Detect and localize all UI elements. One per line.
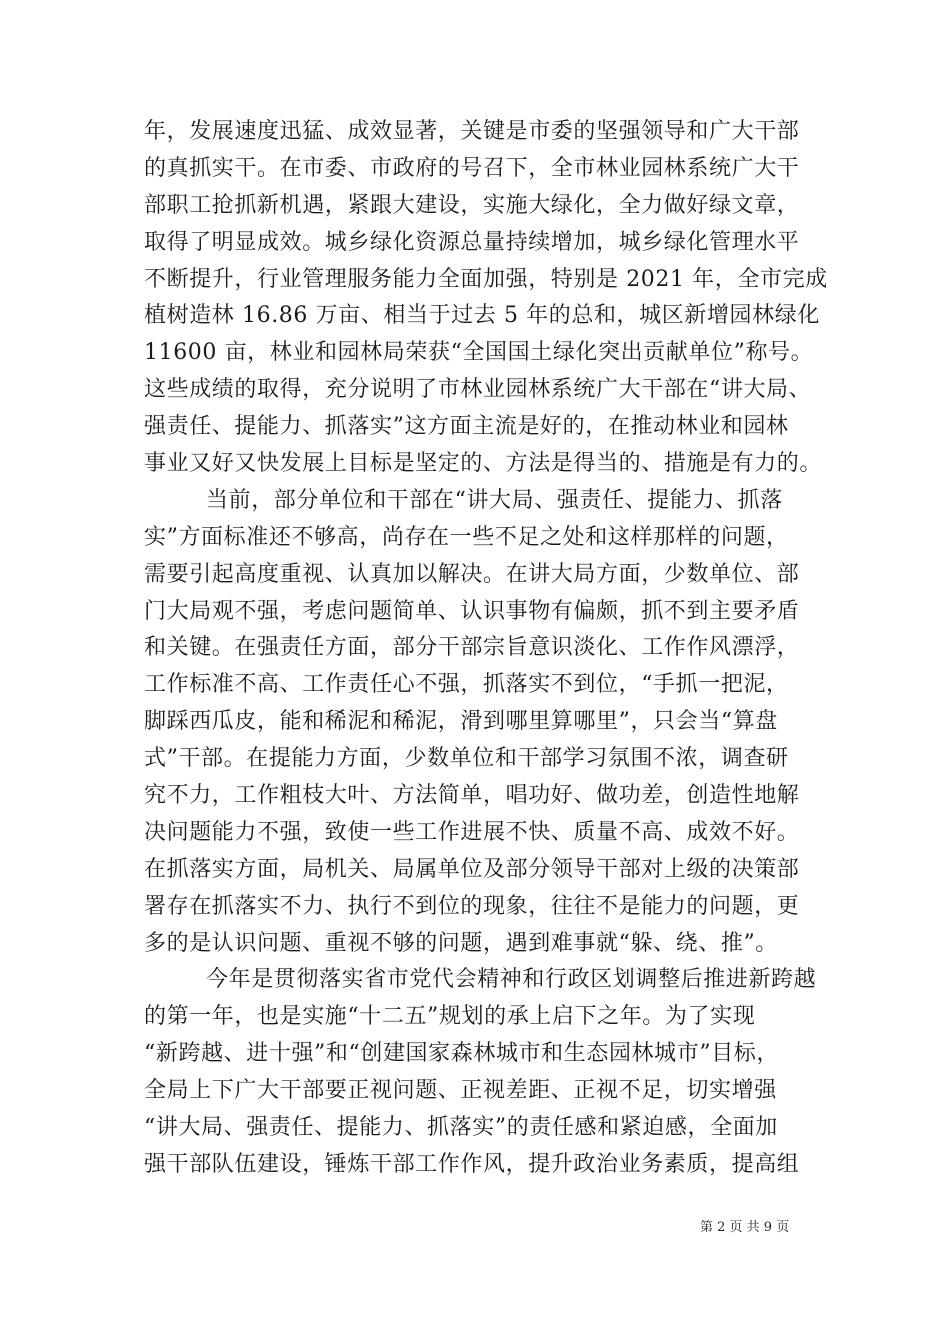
text-line: 的真抓实干。在市委、市政府的号召下，全市林业园林系统广大干 — [144, 155, 800, 181]
text-line: 年，发展速度迅猛、成效显著，关键是市委的坚强领导和广大干部 — [144, 119, 800, 144]
text-line: 需要引起高度重视、认真加以解决。在讲大局方面，少数单位、部 — [144, 561, 800, 587]
text-line: 全局上下广大干部要正视问题、正视差距、正视不足，切实增强 — [144, 1078, 777, 1104]
text-line: 工作标准不高、工作责任心不强，抓落实不到位，“手抓一把泥， — [144, 672, 789, 698]
page-number-label: 第 2 页 共 9 页 — [700, 1220, 790, 1235]
text-line: 取得了明显成效。城乡绿化资源总量持续增加，城乡绿化管理水平 — [144, 229, 800, 255]
text-line: 强干部队伍建设，锤炼干部工作作风，提升政治业务素质，提高组 — [144, 1151, 800, 1177]
text-line: “讲大局、强责任、提能力、抓落实”的责任感和紧迫感，全面加 — [144, 1115, 778, 1141]
text-line: 脚踩西瓜皮，能和稀泥和稀泥，滑到哪里算哪里”，只会当“算盘 — [144, 709, 778, 735]
text-line: 的第一年，也是实施“十二五”规划的承上启下之年。为了实现 — [144, 1004, 756, 1030]
page-number-footer — [700, 1216, 789, 1235]
text-line: 门大局观不强，考虑问题简单、认识事物有偏颇，抓不到主要矛盾 — [144, 598, 800, 624]
text-line: 决问题能力不强，致使一些工作进展不快、质量不高、成效不好。 — [144, 819, 800, 845]
text-line: 强责任、提能力、抓落实”这方面主流是好的，在推动林业和园林 — [144, 414, 789, 440]
text-line: 式”干部。在提能力方面，少数单位和干部学习氛围不浓，调查研 — [144, 746, 789, 772]
paragraph-start-line: 今年是贯彻落实省市党代会精神和行政区划调整后推进新跨越 — [206, 967, 817, 993]
paragraph-start-line: 当前，部分单位和干部在“讲大局、强责任、提能力、抓落 — [206, 487, 783, 513]
text-line: 不断提升，行业管理服务能力全面加强，特别是 2021 年，全市完成 — [144, 266, 828, 292]
text-line: 多的是认识问题、重视不够的问题，遇到难事就“躲、绕、推”。 — [144, 930, 778, 956]
text-line: 实”方面标准还不够高，尚存在一些不足之处和这样那样的问题， — [144, 524, 789, 550]
text-line: “新跨越、进十强”和“创建国家森林城市和生态园林城市”目标， — [144, 1041, 779, 1067]
text-line: 11600 亩，林业和园林局荣获“全国国土绿化突出贡献单位”称号。 — [144, 340, 814, 366]
text-line: 究不力，工作粗枝大叶、方法简单，唱功好、做功差，创造性地解 — [144, 783, 800, 809]
text-line: 署存在抓落实不力、执行不到位的现象，往往不是能力的问题，更 — [144, 893, 800, 919]
text-line: 这些成绩的取得，充分说明了市林业园林系统广大干部在“讲大局、 — [144, 377, 812, 403]
text-line: 部职工抢抓新机遇，紧跟大建设，实施大绿化，全力做好绿文章， — [144, 192, 800, 218]
text-line: 植树造林 16.86 万亩、相当于过去 5 年的总和，城区新增园林绿化 — [144, 303, 820, 329]
text-line: 事业又好又快发展上目标是坚定的、方法是得当的、措施是有力的。 — [144, 451, 823, 477]
text-line: 和关键。在强责任方面，部分干部宗旨意识淡化、工作作风漂浮， — [144, 635, 800, 661]
text-line: 在抓落实方面，局机关、局属单位及部分领导干部对上级的决策部 — [144, 856, 800, 882]
body-text — [144, 114, 830, 1184]
